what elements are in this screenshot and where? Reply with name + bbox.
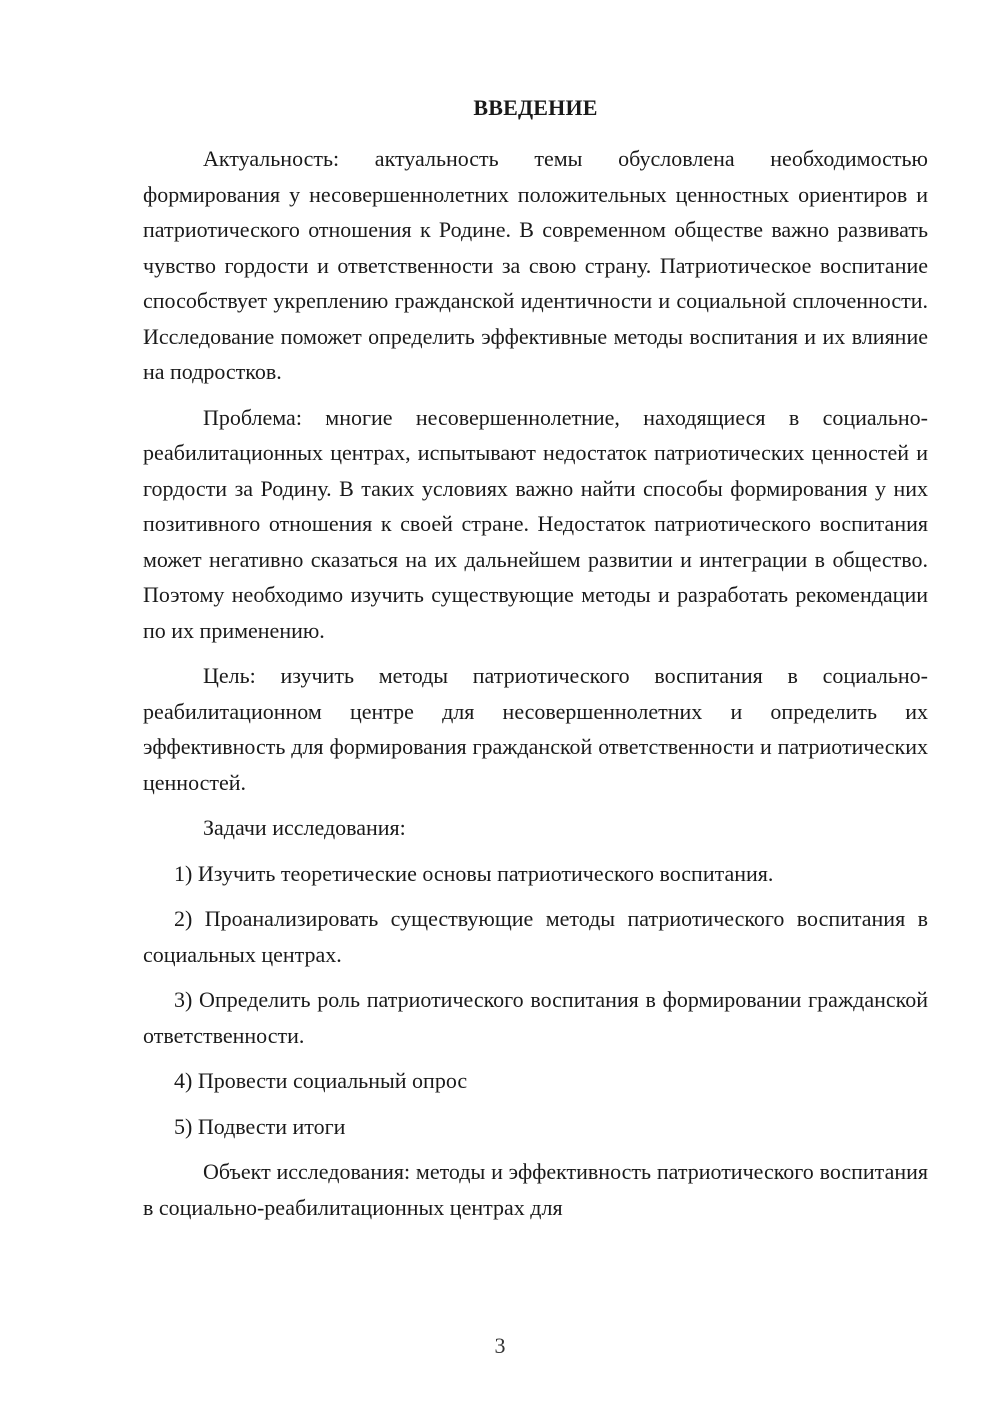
task-item-4: 4) Провести социальный опрос <box>174 1068 468 1093</box>
paragraph-problem: Проблема: многие несовершеннолетние, находящиеся в социально-реабилитационных центрах, испытывают недостаток патриотических ценностей и гордости за Родину. В таких условиях важно найти способы формирования у них позитивного отношения к своей стране. Недостаток патриотического воспитания может негативно сказаться на их дальнейшем развитии и интеграции в общество. Поэтому необходимо изучить существующие методы и разработать рекомендации по их применению. <box>143 404 928 643</box>
task-item-5: 5) Подвести итоги <box>174 1113 346 1139</box>
task-item-1: 1) Изучить теоретические основы патриотического воспитания. <box>174 860 774 886</box>
paragraph-goal: Цель: изучить методы патриотического воспитания в социально-реабилитационном центре для несовершеннолетних и определить их эффективность для формирования гражданской ответственности и патриотических ценностей. <box>143 663 928 795</box>
section-heading: ВВЕДЕНИЕ <box>473 95 598 120</box>
document-body <box>143 141 928 1235</box>
paragraph-tasks-heading: Задачи исследования: <box>203 815 406 840</box>
page-number: 3 <box>494 1333 506 1358</box>
task-item-3: 3) Определить роль патриотического воспитания в формировании гражданской ответственности. <box>143 987 928 1048</box>
paragraph-relevance: Актуальность: актуальность темы обусловлена необходимостью формирования у несовершеннолетних положительных ценностных ориентиров и патриотического отношения к Родине. В современном обществе важно развивать чувство гордости и ответственности за свою страну. Патриотическое воспитание способствует укреплению гражданской идентичности и социальной сплоченности. Исследование поможет определить эффективные методы воспитания и их влияние на подростков. <box>143 146 928 384</box>
task-item-2: 2) Проанализировать существующие методы патриотического воспитания в социальных центрах. <box>143 906 928 967</box>
paragraph-object: Объект исследования: методы и эффективность патриотического воспитания в социально-реабилитационных центрах для <box>143 1159 928 1220</box>
